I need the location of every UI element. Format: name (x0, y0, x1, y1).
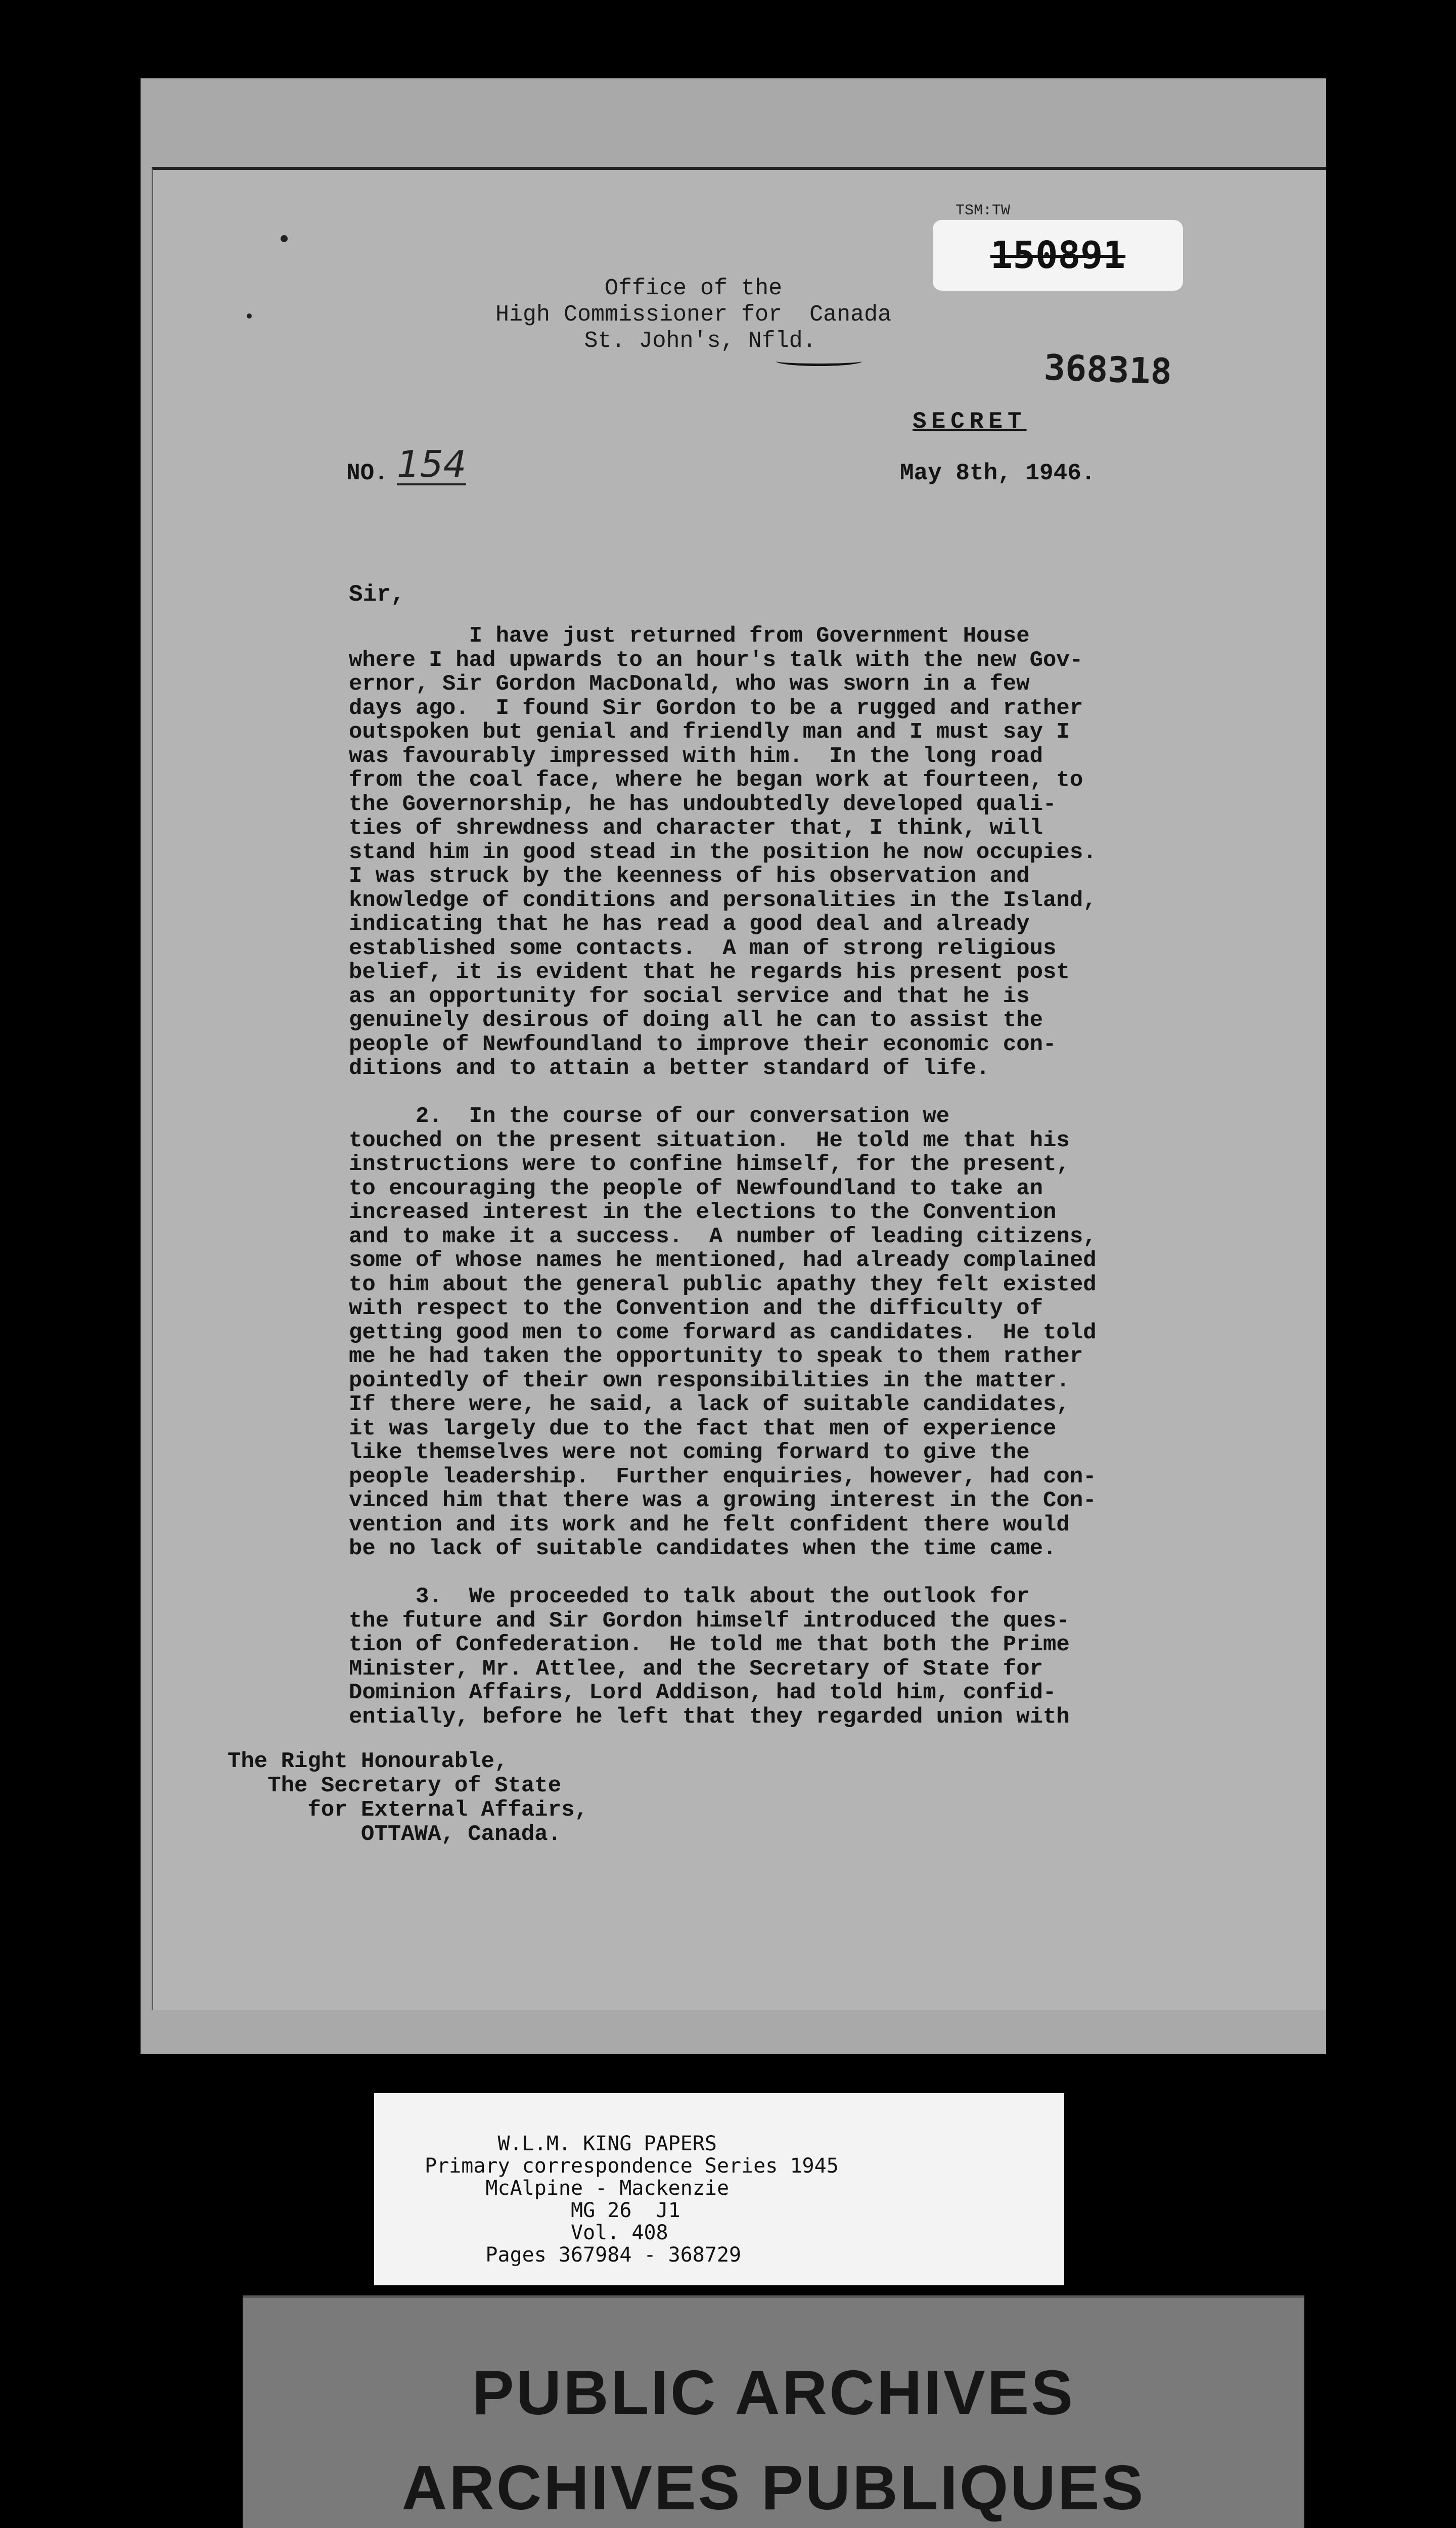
document-number-handwritten: 154 (397, 443, 467, 485)
classification-mark: SECRET (913, 409, 1027, 435)
letterhead-office: Office of the High Commissioner for Canada St. John's, Nfld. (495, 276, 892, 354)
letter-sheet (152, 167, 1326, 2010)
salutation: Sir, (349, 581, 405, 608)
file-number-label (933, 220, 1183, 291)
document-number-label: NO. (346, 460, 388, 486)
letter-date: May 8th, 1946. (900, 460, 1096, 486)
reference-card-text: W.L.M. KING PAPERS Primary correspondence Series 1945 McAlpine - Mackenzie MG 26 J1 Vol. 408 Pages 367984 - 368729 (425, 2132, 839, 2267)
archives-stamp-line-1: PUBLIC ARCHIVES (472, 2358, 1075, 2428)
addressee-block: The Right Honourable, The Secretary of State for External Affairs, OTTAWA, Canada. (228, 1749, 588, 1847)
file-number-struck: 150891 (990, 234, 1126, 277)
paragraph-1: I have just returned from Government House where I had upwards to an hour's talk with the new Gov- ernor, Sir Gordon MacDonald, who was sworn in a few days ago. I found Sir Gordon to be a rugged and rather outspoken but genial and friendly man and I must say I was favourably impressed with him. In the long road from the coal face, where he began work at fourteen, to the Governorship, he has undoubtedly developed quali- ties of shrewdness and character that, I think, will stand him in good stead in the position he now occupies. I was struck by the keenness of his observation and knowledge of conditions and personalities in the Island, indicating that he has read a good deal and already established some contacts. A man of strong religious belief, it is evident that he regards his present post as an opportunity for social service and that he is genuinely desirous of doing all he can to assist the people of Newfoundland to improve their economic con- ditions and to attain a better standard of life. (349, 623, 1097, 1081)
paragraph-3: 3. We proceeded to talk about the outlook for the future and Sir Gordon himself introduced the ques- tion of Confederation. He told me that both the Prime Minister, Mr. Attlee, and the Secretary of State for Dominion Affairs, Lord Addison, had told him, confid- entially, before he left that they regarded union with (349, 1584, 1070, 1730)
initials-mark: TSM:TW (956, 202, 1011, 219)
paper-speck (281, 235, 288, 242)
archive-page-number: 368318 (1043, 346, 1173, 393)
handwritten-underline (776, 356, 862, 366)
paper-speck (247, 313, 252, 319)
paragraph-2: 2. In the course of our conversation we touched on the present situation. He told me that his instructions were to confine himself, for the present, to encouraging the people of Newfoundland to take an increased interest in the elections to the Convention and to make it a success. A number of leading citizens, some of whose names he mentioned, had already complained to him about the general public apathy they felt existed with respect to the Convention and the difficulty of getting good men to come forward as candidates. He told me he had taken the opportunity to speak to them rather pointedly of their own responsibilities in the matter. If there were, he said, a lack of suitable candidates, it was largely due to the fact that men of experience like themselves were not coming forward to give the people leadership. Further enquiries, however, had con- vinced him that there was a growing interest in the Con- vention and its work and he felt confident there would be no lack of suitable candidates when the time came. (349, 1104, 1097, 1561)
archives-stamp-line-2: ARCHIVES PUBLIQUES (401, 2453, 1146, 2523)
